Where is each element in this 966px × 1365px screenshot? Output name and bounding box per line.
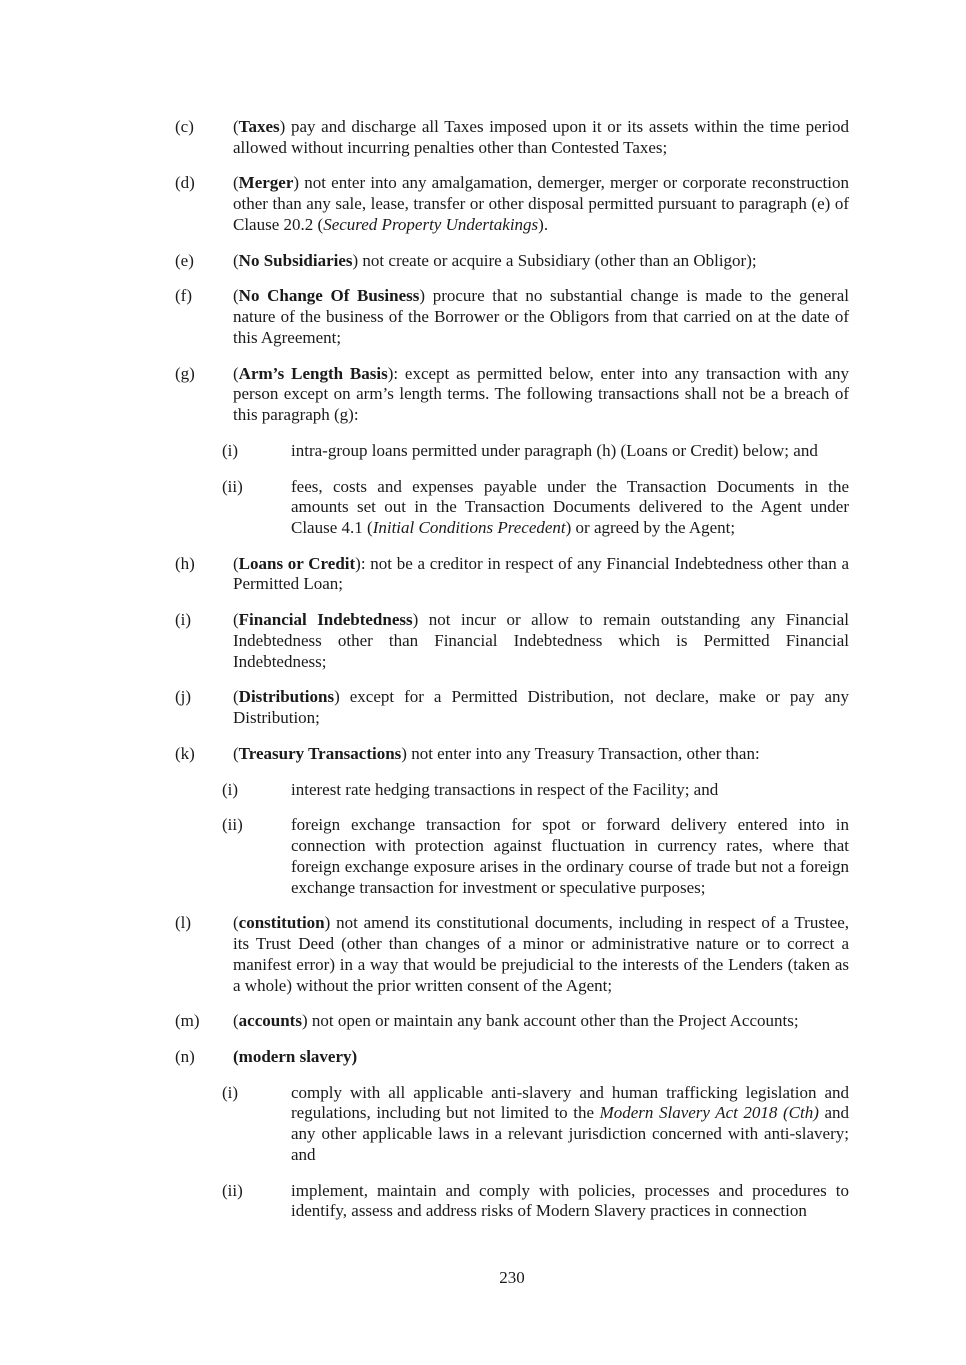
clause-label: (d) <box>175 173 195 193</box>
document-body <box>175 117 849 1237</box>
text-run: constitution <box>238 913 325 933</box>
text-run: ) or agreed by the Agent; <box>565 518 736 538</box>
subitem-label: (ii) <box>222 476 243 496</box>
clause-text <box>233 610 849 672</box>
clause-text <box>233 251 849 272</box>
clause-subitem <box>175 441 849 462</box>
text-run: implement, maintain and comply with policies, processes and procedures to identify, assess and address risks of Modern Slavery practices in connection <box>291 1180 849 1221</box>
clause-subitem <box>175 1181 849 1222</box>
text-run: ( <box>233 1011 239 1031</box>
page-footer <box>175 1268 849 1289</box>
text-run: ( <box>233 913 239 933</box>
clause-item <box>175 1011 849 1032</box>
text-run: ): not be a creditor in respect of any Financial Indebtedness other than a Permitted Loan; <box>233 553 849 594</box>
text-run: ). <box>538 214 549 234</box>
clause-text <box>233 744 849 765</box>
text-run: foreign exchange transaction for spot or forward delivery entered into in connection with protection against fluctuation in currency rates, where that foreign exchange exposure arises in the ordinary course of trade but not a foreign exchange transaction for investment or speculative purposes; <box>291 815 849 897</box>
subitem-text <box>291 477 849 539</box>
clause-label: (e) <box>175 250 194 270</box>
text-run: ) not enter into any amalgamation, demerger, merger or corporate reconstruction other than any sale, lease, transfer or other disposal permitted pursuant to paragraph (e) of Clause 20.2 ( <box>233 173 849 234</box>
text-run: ( <box>233 363 239 383</box>
clause-text <box>233 1047 849 1068</box>
text-run: Initial Conditions Precedent <box>372 518 566 538</box>
text-run: No Change Of Business <box>238 286 420 306</box>
clause-item <box>175 744 849 765</box>
clause-item <box>175 364 849 426</box>
subitem-label: (i) <box>222 440 239 460</box>
clause-text <box>233 117 849 158</box>
clause-label: (m) <box>175 1011 200 1031</box>
clause-text <box>233 286 849 348</box>
clause-subitem <box>175 815 849 898</box>
clause-item <box>175 913 849 996</box>
text-run: Distributions <box>238 687 335 707</box>
text-run: comply with all applicable anti-slavery and human trafficking legislation and regulations, including but not limited to the <box>291 1082 849 1123</box>
clause-label: (l) <box>175 913 192 933</box>
subitem-label: (ii) <box>222 815 243 835</box>
text-run: ( <box>233 250 239 270</box>
text-run: ) not amend its constitutional documents, including in respect of a Trustee, its Trust Deed (other than changes of a minor or administrative nature or to correct a manifest error) in a way that would be prejudicial to the interests of the Lenders (taken as a whole) without the prior written consent of the Agent; <box>233 913 849 995</box>
text-run: ( <box>233 553 239 573</box>
clause-text <box>233 554 849 595</box>
text-run: Modern Slavery Act 2018 (Cth) <box>599 1103 819 1123</box>
clause-item <box>175 610 849 672</box>
clause-text <box>233 913 849 996</box>
clause-label: (k) <box>175 743 195 763</box>
text-run: ) except for a Permitted Distribution, not declare, make or pay any Distribution; <box>233 687 849 728</box>
text-run: Secured Property Undertakings <box>323 214 539 234</box>
text-run: ) procure that no substantial change is made to the general nature of the business of the Borrower or the Obligors from that carried on at the date of this Agreement; <box>233 286 849 347</box>
subitem-text <box>291 1083 849 1166</box>
text-run: ) not open or maintain any bank account other than the Project Accounts; <box>301 1011 799 1031</box>
clause-text <box>233 364 849 426</box>
clause-subitem <box>175 780 849 801</box>
text-run: and any other applicable laws in a relevant jurisdiction concerned with anti-slavery; and <box>291 1103 850 1164</box>
subitem-text <box>291 815 849 898</box>
clause-item <box>175 687 849 728</box>
text-run: Arm’s Length Basis <box>238 363 388 383</box>
subitem-text <box>291 780 849 801</box>
clause-item <box>175 117 849 158</box>
clause-label: (i) <box>175 610 192 630</box>
subitem-label: (i) <box>222 1082 239 1102</box>
text-run: Treasury Transactions <box>238 743 402 763</box>
text-run: ( <box>233 610 239 630</box>
text-run: (modern slavery) <box>233 1046 358 1066</box>
text-run: ) pay and discharge all Taxes imposed upon it or its assets within the time period allowed without incurring penalties other than Contested Taxes; <box>233 117 849 157</box>
text-run: accounts <box>238 1011 302 1031</box>
clause-item <box>175 286 849 348</box>
text-run: ( <box>233 687 239 707</box>
text-run: ): except as permitted below, enter into any transaction with any person except on arm’s length terms. The following transactions shall not be a breach of this paragraph (g): <box>233 363 849 425</box>
clause-item <box>175 554 849 595</box>
clause-text <box>233 173 849 235</box>
clause-label: (c) <box>175 117 194 136</box>
clause-item <box>175 251 849 272</box>
text-run: Financial Indebtedness <box>238 610 413 630</box>
text-run: Merger <box>238 173 294 193</box>
text-run: ) not create or acquire a Subsidiary (other than an Obligor); <box>352 250 757 270</box>
text-run: ( <box>233 286 239 306</box>
text-run: No Subsidiaries <box>238 250 353 270</box>
text-run: ) not enter into any Treasury Transaction, other than: <box>401 743 760 763</box>
clause-label: (j) <box>175 687 192 707</box>
clause-item <box>175 1047 849 1068</box>
clause-text <box>233 1011 849 1032</box>
text-run: ( <box>233 743 239 763</box>
text-run: ( <box>233 117 239 136</box>
text-run: interest rate hedging transactions in respect of the Facility; and <box>291 779 719 799</box>
clause-subitem <box>175 1083 849 1166</box>
text-run: ( <box>233 173 239 193</box>
subitem-label: (ii) <box>222 1180 243 1200</box>
clause-text <box>233 687 849 728</box>
text-run: fees, costs and expenses payable under the Transaction Documents in the amounts set out in the Transaction Documents delivered to the Agent under Clause 4.1 ( <box>291 476 849 538</box>
clause-subitem <box>175 477 849 539</box>
clause-item <box>175 173 849 235</box>
page-number: 230 <box>499 1268 525 1287</box>
clause-label: (g) <box>175 363 195 383</box>
subitem-text <box>291 441 849 462</box>
clause-label: (n) <box>175 1046 195 1066</box>
clause-label: (f) <box>175 286 192 306</box>
subitem-text <box>291 1181 849 1222</box>
clause-label: (h) <box>175 553 195 573</box>
text-run: ) not incur or allow to remain outstanding any Financial Indebtedness other than Financial Indebtedness which is Permitted Financial Indebtedness; <box>233 610 849 671</box>
text-run: Loans or Credit <box>238 553 356 573</box>
text-run: Taxes <box>238 117 280 136</box>
text-run: intra-group loans permitted under paragraph (h) (Loans or Credit) below; and <box>291 440 818 460</box>
subitem-label: (i) <box>222 779 239 799</box>
